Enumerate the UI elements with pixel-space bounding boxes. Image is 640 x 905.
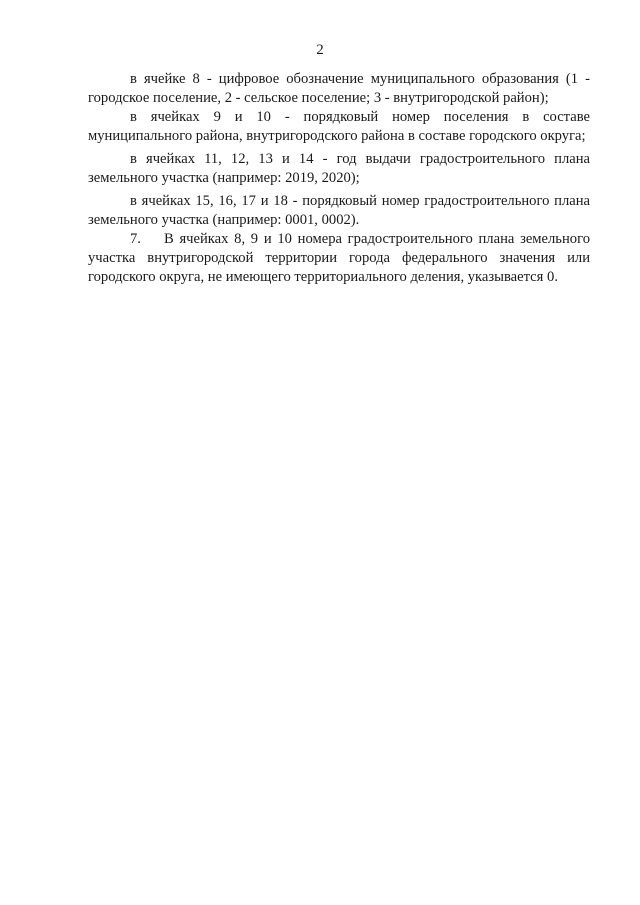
paragraph-number: 7. [130,231,141,247]
document-body [88,70,590,287]
paragraph-text: в ячейках 11, 12, 13 и 14 - год выдачи градостроительного плана земельного участка (например: 2019, 2020); [88,151,590,186]
paragraph-text: в ячейках 9 и 10 - порядковый номер поселения в составе муниципального района, внутригородского района в составе городского округа; [88,109,590,144]
paragraph-cells-11-14 [88,150,590,188]
paragraph-item-7 [88,230,590,287]
paragraph-text: в ячейках 15, 16, 17 и 18 - порядковый номер градостроительного плана земельного участка (например: 0001, 0002). [88,193,590,228]
paragraph-text: В ячейках 8, 9 и 10 номера градостроительного плана земельного участка внутригородской территории города федерального значения или городского округа, не имеющего территориального деления, указывается 0. [88,231,590,285]
page-number: 2 [316,42,324,58]
paragraph-cells-9-10 [88,108,590,146]
paragraph-cells-15-18 [88,192,590,230]
paragraph-text: в ячейке 8 - цифровое обозначение муниципального образования (1 - городское поселение, 2 - сельское поселение; 3 - внутригородской район); [88,71,590,106]
paragraph-cell-8 [88,70,590,108]
